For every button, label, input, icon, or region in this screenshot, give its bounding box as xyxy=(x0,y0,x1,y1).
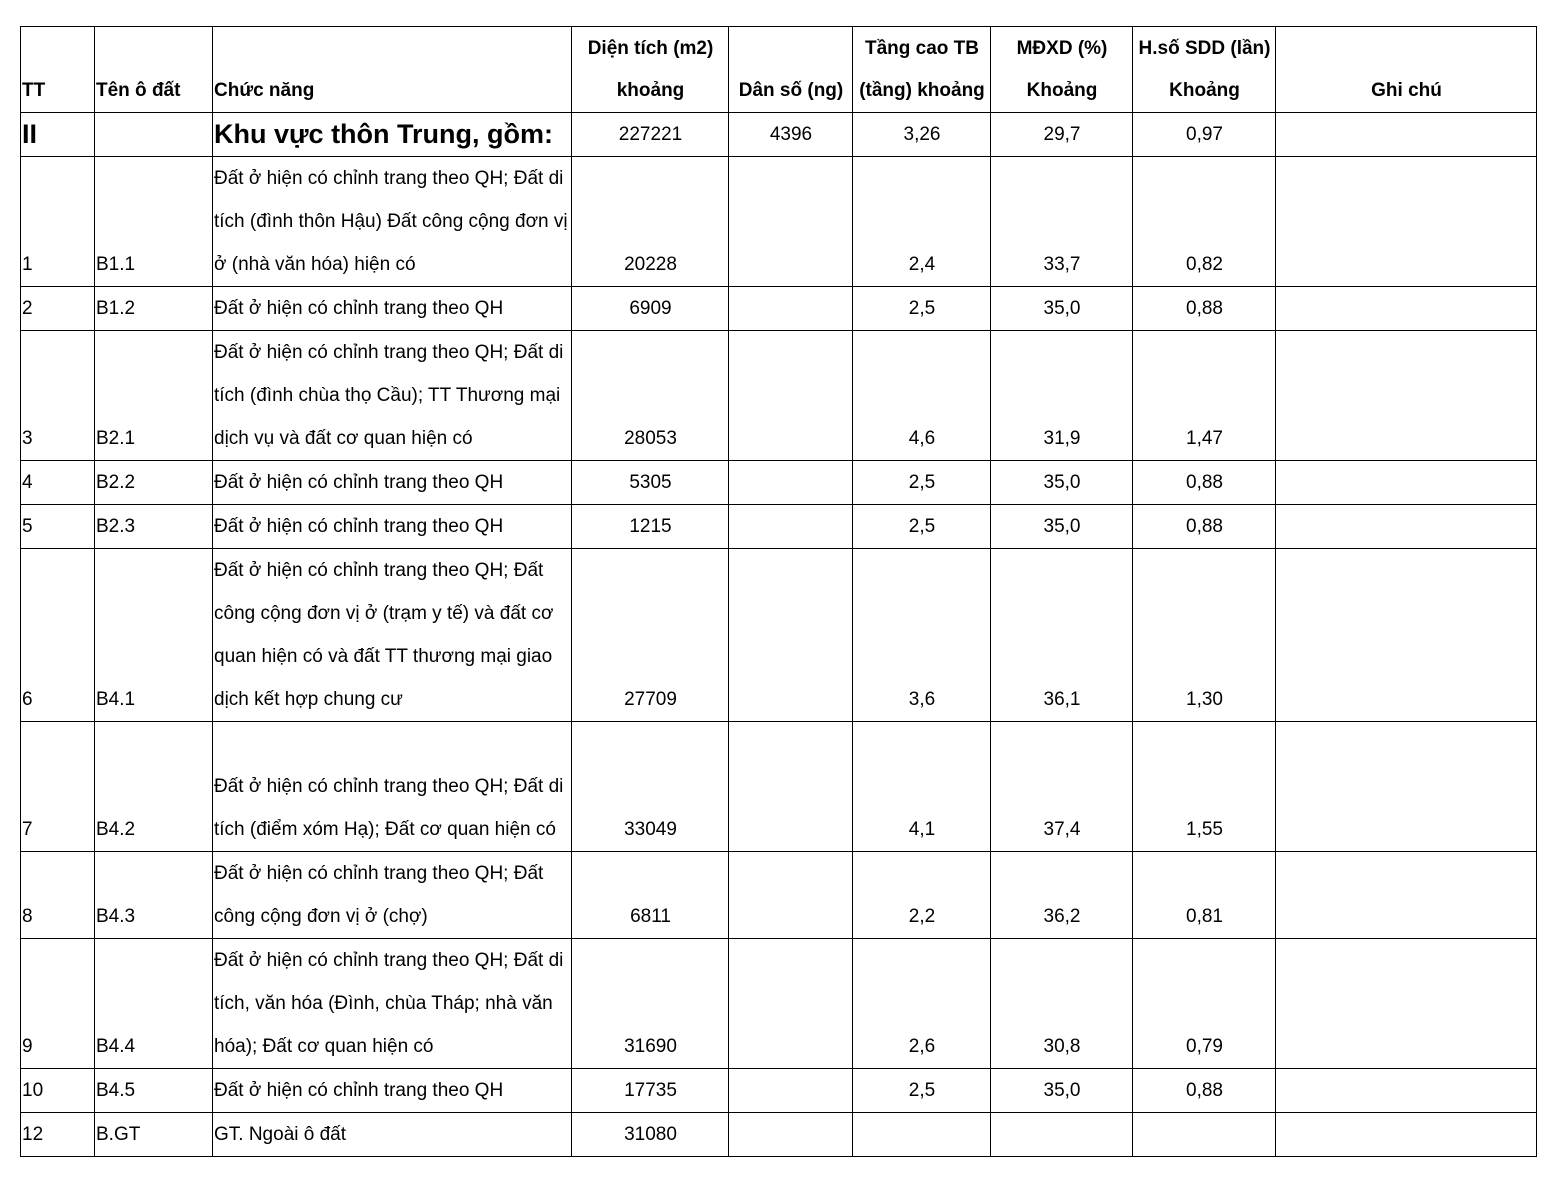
row-dan-so xyxy=(729,1069,853,1113)
row-mdxd: 31,9 xyxy=(991,331,1133,461)
row-mdxd: 35,0 xyxy=(991,461,1133,505)
table-row xyxy=(21,505,1537,549)
row-hso: 0,88 xyxy=(1133,1069,1276,1113)
header-hso-line1: H.số SDD (lần) xyxy=(1138,38,1271,59)
row-ten-o-dat: B2.1 xyxy=(95,331,213,461)
row-dien-tich: 27709 xyxy=(572,549,729,722)
header-dan-so: Dân số (ng) xyxy=(729,27,853,113)
row-tt: 12 xyxy=(21,1113,95,1157)
row-dien-tich: 1215 xyxy=(572,505,729,549)
header-tang-cao xyxy=(853,27,991,113)
row-tang-cao: 2,5 xyxy=(853,287,991,331)
row-mdxd: 35,0 xyxy=(991,287,1133,331)
header-chuc-nang: Chức năng xyxy=(213,27,572,113)
row-dan-so xyxy=(729,287,853,331)
row-tang-cao: 2,4 xyxy=(853,157,991,287)
row-tt: 7 xyxy=(21,722,95,852)
land-use-table xyxy=(20,26,1537,1157)
header-dien-tich xyxy=(572,27,729,113)
row-tt: 4 xyxy=(21,461,95,505)
row-chuc-nang: Đất ở hiện có chỉnh trang theo QH xyxy=(213,461,572,505)
row-ten-o-dat: B4.5 xyxy=(95,1069,213,1113)
row-chuc-nang: Đất ở hiện có chỉnh trang theo QH xyxy=(213,1069,572,1113)
row-ten-o-dat: B4.2 xyxy=(95,722,213,852)
row-dan-so xyxy=(729,939,853,1069)
row-dan-so xyxy=(729,331,853,461)
header-mdxd-line2: Khoảng xyxy=(1026,80,1098,101)
table-row xyxy=(21,1069,1537,1113)
row-chuc-nang: Đất ở hiện có chỉnh trang theo QH xyxy=(213,505,572,549)
row-chuc-nang: Đất ở hiện có chỉnh trang theo QH; Đất di tích (đình chùa thọ Cầu); TT Thương mại dịch vụ và đất cơ quan hiện có xyxy=(213,331,572,461)
row-ghi-chu xyxy=(1276,331,1537,461)
row-dan-so xyxy=(729,461,853,505)
row-dien-tich: 20228 xyxy=(572,157,729,287)
row-hso: 0,88 xyxy=(1133,505,1276,549)
row-hso: 0,88 xyxy=(1133,287,1276,331)
row-mdxd: 30,8 xyxy=(991,939,1133,1069)
row-tang-cao: 2,6 xyxy=(853,939,991,1069)
header-row xyxy=(21,27,1537,113)
table-row xyxy=(21,549,1537,722)
header-hso xyxy=(1133,27,1276,113)
row-dan-so xyxy=(729,549,853,722)
row-chuc-nang: Đất ở hiện có chỉnh trang theo QH; Đất di tích (điểm xóm Hạ); Đất cơ quan hiện có xyxy=(213,722,572,852)
row-tt: 5 xyxy=(21,505,95,549)
row-dan-so xyxy=(729,505,853,549)
header-tang-cao-line2: (tầng) khoảng xyxy=(859,80,985,101)
row-dien-tich: 31080 xyxy=(572,1113,729,1157)
row-dien-tich: 17735 xyxy=(572,1069,729,1113)
table-row xyxy=(21,461,1537,505)
row-mdxd xyxy=(991,1113,1133,1157)
row-hso: 1,47 xyxy=(1133,331,1276,461)
row-ten-o-dat: B2.3 xyxy=(95,505,213,549)
row-dan-so xyxy=(729,722,853,852)
header-dien-tich-line2: khoảng xyxy=(616,80,685,101)
row-chuc-nang: Đất ở hiện có chỉnh trang theo QH; Đất công cộng đơn vị ở (trạm y tế) và đất cơ quan hiện có và đất TT thương mại giao dịch kết hợp chung cư xyxy=(213,549,572,722)
row-tt: 10 xyxy=(21,1069,95,1113)
row-tang-cao: 4,1 xyxy=(853,722,991,852)
row-ten-o-dat: B2.2 xyxy=(95,461,213,505)
header-hso-line2: Khoảng xyxy=(1169,80,1240,101)
table-row xyxy=(21,157,1537,287)
row-tang-cao: 2,5 xyxy=(853,461,991,505)
row-tt: 6 xyxy=(21,549,95,722)
row-ten-o-dat: B1.2 xyxy=(95,287,213,331)
row-tt: 2 xyxy=(21,287,95,331)
row-chuc-nang: GT. Ngoài ô đất xyxy=(213,1113,572,1157)
row-tt: 1 xyxy=(21,157,95,287)
row-mdxd: 33,7 xyxy=(991,157,1133,287)
table-row xyxy=(21,939,1537,1069)
row-dien-tich: 6811 xyxy=(572,852,729,939)
row-dien-tich: 5305 xyxy=(572,461,729,505)
row-mdxd: 36,2 xyxy=(991,852,1133,939)
header-tang-cao-line1: Tầng cao TB xyxy=(864,38,979,59)
row-ghi-chu xyxy=(1276,549,1537,722)
summary-ghi-chu xyxy=(1276,113,1537,157)
summary-mdxd: 29,7 xyxy=(991,113,1133,157)
row-dan-so xyxy=(729,1113,853,1157)
row-mdxd: 35,0 xyxy=(991,1069,1133,1113)
row-ghi-chu xyxy=(1276,287,1537,331)
summary-row xyxy=(21,113,1537,157)
row-chuc-nang: Đất ở hiện có chỉnh trang theo QH xyxy=(213,287,572,331)
row-tt: 8 xyxy=(21,852,95,939)
row-dien-tich: 33049 xyxy=(572,722,729,852)
summary-tt: II xyxy=(21,113,95,157)
row-hso: 0,81 xyxy=(1133,852,1276,939)
summary-hso: 0,97 xyxy=(1133,113,1276,157)
row-ghi-chu xyxy=(1276,852,1537,939)
row-chuc-nang: Đất ở hiện có chỉnh trang theo QH; Đất di tích (đình thôn Hậu) Đất công cộng đơn vị ở (nhà văn hóa) hiện có xyxy=(213,157,572,287)
row-ten-o-dat: B4.1 xyxy=(95,549,213,722)
row-ghi-chu xyxy=(1276,1069,1537,1113)
row-dien-tich: 6909 xyxy=(572,287,729,331)
row-mdxd: 35,0 xyxy=(991,505,1133,549)
row-tt: 9 xyxy=(21,939,95,1069)
row-ghi-chu xyxy=(1276,939,1537,1069)
row-tang-cao: 2,5 xyxy=(853,1069,991,1113)
row-hso: 1,55 xyxy=(1133,722,1276,852)
table-row xyxy=(21,852,1537,939)
row-tang-cao: 4,6 xyxy=(853,331,991,461)
row-ten-o-dat: B4.3 xyxy=(95,852,213,939)
row-chuc-nang: Đất ở hiện có chỉnh trang theo QH; Đất di tích, văn hóa (Đình, chùa Tháp; nhà văn hóa); Đất cơ quan hiện có xyxy=(213,939,572,1069)
row-mdxd: 36,1 xyxy=(991,549,1133,722)
row-mdxd: 37,4 xyxy=(991,722,1133,852)
row-hso: 0,88 xyxy=(1133,461,1276,505)
table-row xyxy=(21,1113,1537,1157)
row-tang-cao: 3,6 xyxy=(853,549,991,722)
table-row xyxy=(21,722,1537,852)
header-dien-tich-line1: Diện tích (m2) xyxy=(587,38,714,59)
row-tang-cao: 2,5 xyxy=(853,505,991,549)
row-ghi-chu xyxy=(1276,505,1537,549)
table-row xyxy=(21,287,1537,331)
row-hso: 1,30 xyxy=(1133,549,1276,722)
row-dan-so xyxy=(729,852,853,939)
header-mdxd-line1: MĐXD (%) xyxy=(1016,38,1108,59)
row-ten-o-dat: B4.4 xyxy=(95,939,213,1069)
summary-dien-tich: 227221 xyxy=(572,113,729,157)
table-row xyxy=(21,331,1537,461)
row-hso: 0,79 xyxy=(1133,939,1276,1069)
row-tang-cao: 2,2 xyxy=(853,852,991,939)
row-ghi-chu xyxy=(1276,722,1537,852)
row-dien-tich: 31690 xyxy=(572,939,729,1069)
row-ghi-chu xyxy=(1276,157,1537,287)
summary-dan-so: 4396 xyxy=(729,113,853,157)
header-mdxd xyxy=(991,27,1133,113)
row-ghi-chu xyxy=(1276,461,1537,505)
row-dien-tich: 28053 xyxy=(572,331,729,461)
row-chuc-nang: Đất ở hiện có chỉnh trang theo QH; Đất công cộng đơn vị ở (chợ) xyxy=(213,852,572,939)
header-ghi-chu: Ghi chú xyxy=(1276,27,1537,113)
row-tt: 3 xyxy=(21,331,95,461)
row-dan-so xyxy=(729,157,853,287)
row-hso: 0,82 xyxy=(1133,157,1276,287)
row-hso xyxy=(1133,1113,1276,1157)
header-ten-o-dat: Tên ô đất xyxy=(95,27,213,113)
row-ghi-chu xyxy=(1276,1113,1537,1157)
row-tang-cao xyxy=(853,1113,991,1157)
header-tt: TT xyxy=(21,27,95,113)
summary-ten xyxy=(95,113,213,157)
row-ten-o-dat: B.GT xyxy=(95,1113,213,1157)
summary-tang-cao: 3,26 xyxy=(853,113,991,157)
row-ten-o-dat: B1.1 xyxy=(95,157,213,287)
summary-name: Khu vực thôn Trung, gồm: xyxy=(213,113,572,157)
